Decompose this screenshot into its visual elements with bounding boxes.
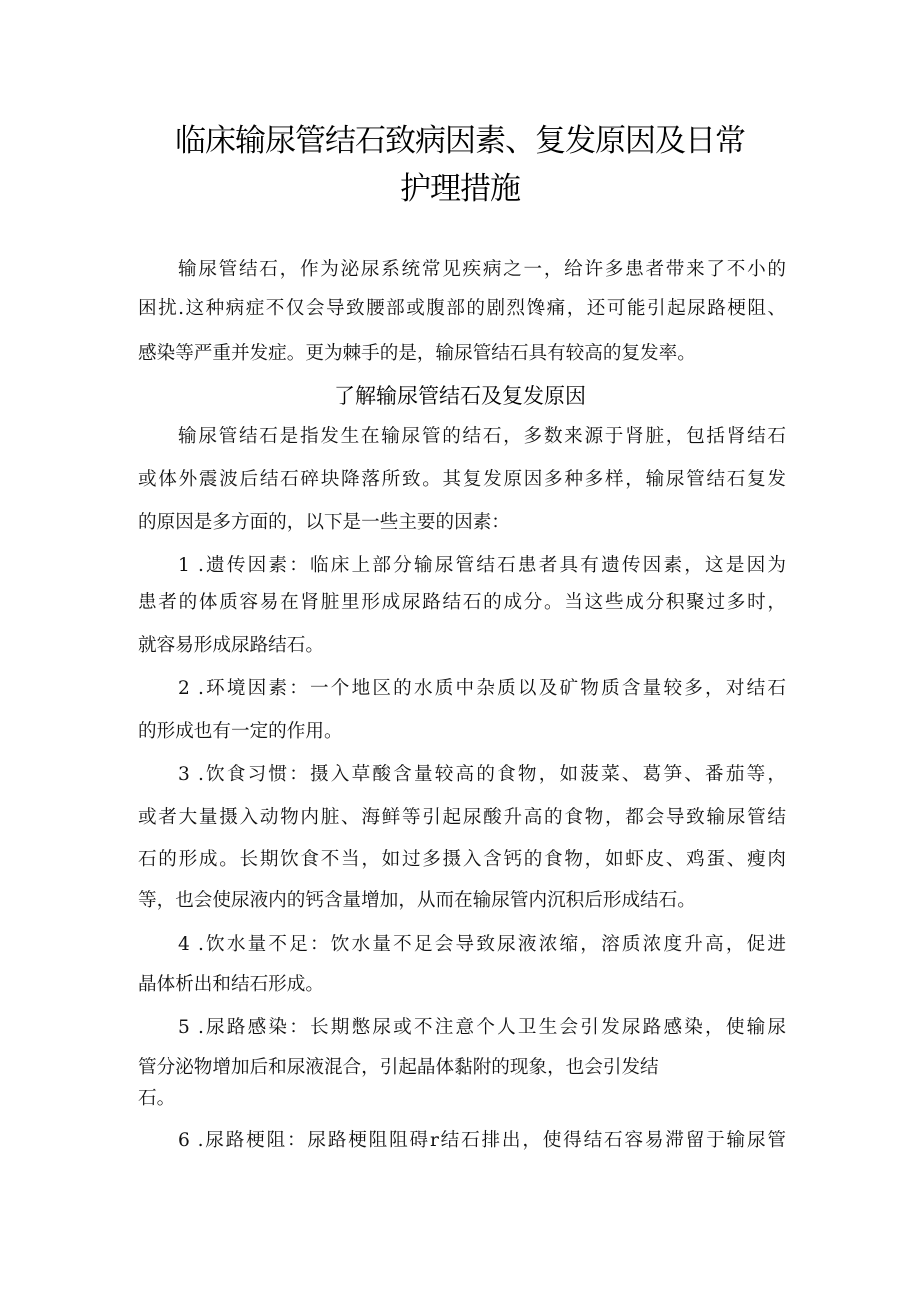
paragraph-line: 管分泌物增加后和尿液混合，引起晶体黏附的现象，也会引发结 xyxy=(138,1057,659,1078)
paragraph-line: 2 .环境因素：一个地区的水质中杂质以及矿物质含量较多，对结石 xyxy=(178,678,786,699)
paragraph-line: 输尿管结石，作为泌尿系统常见疾病之一，给许多患者带来了不小的 xyxy=(178,259,786,280)
paragraph-line: 就容易形成尿路结石。 xyxy=(138,635,324,656)
paragraph-line: 5 .尿路感染：长期憋尿或不注意个人卫生会引发尿路感染，使输尿 xyxy=(178,1017,786,1038)
paragraph-line: 或体外震波后结石碎块降落所致。其复发原因多种多样，输尿管结石复发 xyxy=(138,469,786,490)
paragraph-line: 1 .遗传因素：临床上部分输尿管结石患者具有遗传因素，这是因为 xyxy=(178,555,786,576)
paragraph-line: 困扰.这种病症不仅会导致腰部或腹部的剧烈馋痛，还可能引起尿路梗阻、 xyxy=(138,298,786,319)
paragraph-line: 患者的体质容易在肾脏里形成尿路结石的成分。当这些成分积聚过多时， xyxy=(138,592,786,613)
paragraph-line: 3 .饮食习惯：摄入草酸含量较高的食物，如菠菜、葛笋、番茄等， xyxy=(178,764,786,785)
section-heading: 了解输尿管结石及复发原因 xyxy=(334,384,586,408)
document-title-line-1: 临床输尿管结石致病因素、复发原因及日常 xyxy=(175,123,745,159)
paragraph-line: 感染等严重并发症。更为棘手的是，输尿管结石具有较高的复发率。 xyxy=(138,343,696,364)
paragraph-line: 晶体析出和结石形成。 xyxy=(138,974,324,995)
document-title-line-2: 护理措施 xyxy=(400,171,520,207)
paragraph-line: 4 .饮水量不足：饮水量不足会导致尿液浓缩，溶质浓度升高，促进 xyxy=(178,934,786,955)
paragraph-line: 石。 xyxy=(138,1088,176,1109)
paragraph-line: 石的形成。长期饮食不当，如过多摄入含钙的食物，如虾皮、鸡蛋、瘦肉 xyxy=(138,849,786,870)
paragraph-line: 的原因是多方面的，以下是一些主要的因素： xyxy=(138,512,510,533)
paragraph-line: 输尿管结石是指发生在输尿管的结石，多数来源于肾脏，包括肾结石 xyxy=(178,426,786,447)
paragraph-line: 等，也会使尿液内的钙含量增加，从而在输尿管内沉积后形成结石。 xyxy=(138,890,696,911)
paragraph-line: 或者大量摄入动物内脏、海鲜等引起尿酸升高的食物，都会导致输尿管结 xyxy=(138,807,786,828)
paragraph-line: 的形成也有一定的作用。 xyxy=(138,721,343,742)
paragraph-line: 6 .尿路梗阻：尿路梗阻阻碍r结石排出，使得结石容易滞留于输尿管 xyxy=(178,1130,786,1151)
